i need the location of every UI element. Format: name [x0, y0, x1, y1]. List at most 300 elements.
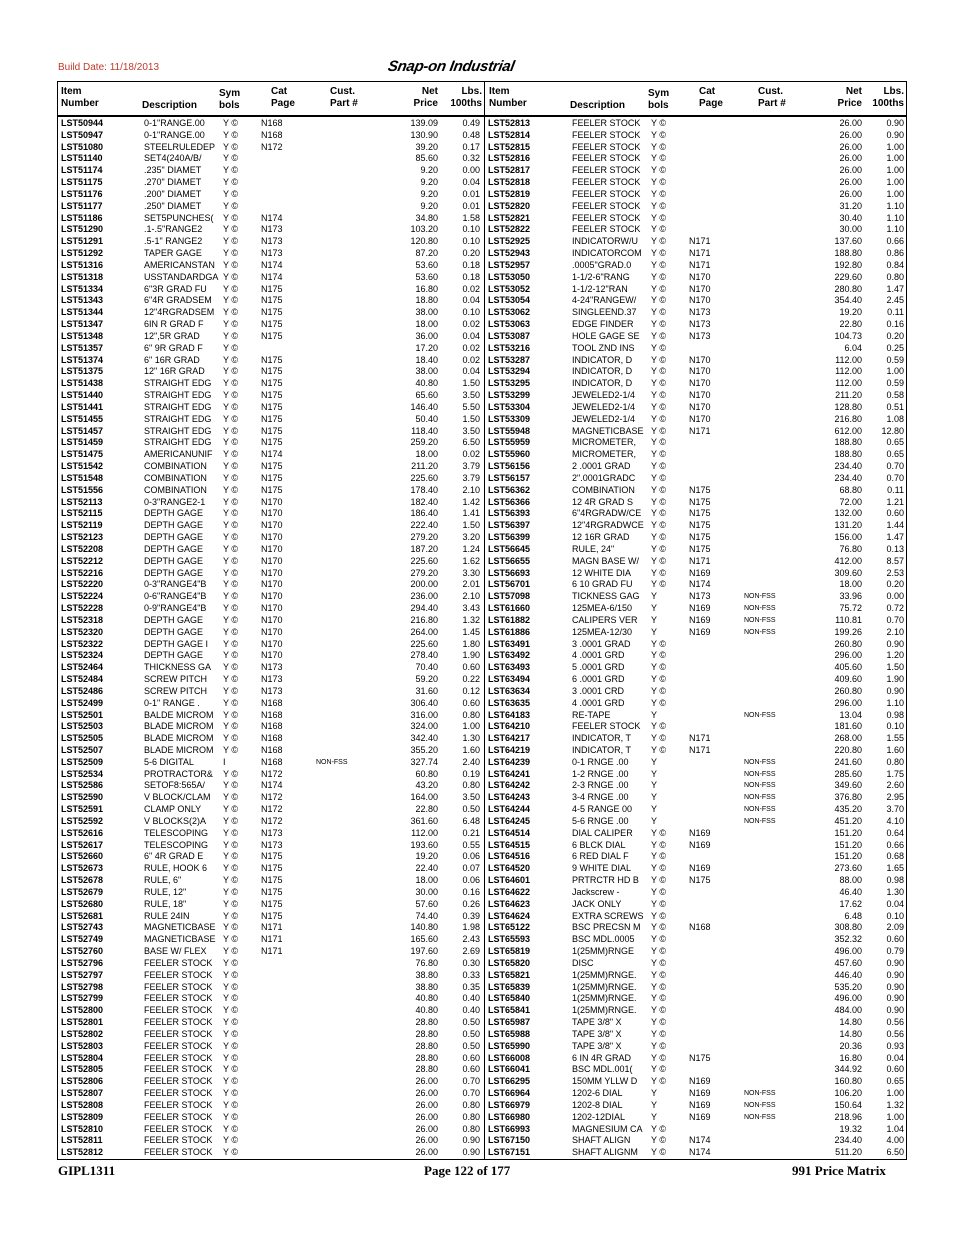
symbols: Y © — [223, 236, 238, 247]
net-price: 106.20 — [834, 1088, 862, 1099]
item-number: LST52592 — [61, 815, 104, 826]
symbols: Y © — [223, 484, 238, 495]
catalog-page: N175 — [689, 532, 711, 543]
description: 3 .0001 CRD — [572, 685, 625, 696]
weight: 1.50 — [462, 378, 480, 389]
header-description: Description — [142, 100, 198, 111]
catalog-page: N175 — [261, 461, 283, 472]
item-number: LST64516 — [488, 851, 531, 862]
description: 6" 4R GRAD E — [144, 851, 204, 862]
symbols: Y © — [651, 520, 666, 531]
symbols: Y © — [651, 141, 666, 152]
symbols: Y © — [223, 472, 238, 483]
symbols: Y © — [651, 259, 666, 270]
symbols: Y © — [651, 236, 666, 247]
symbols: Y © — [223, 401, 238, 412]
symbols: Y © — [651, 1052, 666, 1063]
net-price: 151.20 — [834, 851, 862, 862]
item-number: LST51291 — [61, 236, 104, 247]
symbols: Y © — [223, 709, 238, 720]
table-row — [0, 579, 960, 591]
item-number: LST52815 — [488, 141, 531, 152]
catalog-page: N171 — [261, 934, 283, 945]
table-row — [0, 733, 960, 745]
net-price: 211.20 — [835, 390, 862, 401]
item-number: LST61886 — [488, 626, 531, 637]
weight: 0.90 — [886, 638, 904, 649]
symbols: Y © — [223, 780, 238, 791]
item-number: LST52801 — [61, 1017, 104, 1028]
weight: 0.02 — [462, 319, 480, 330]
net-price: 34.80 — [415, 212, 438, 223]
weight: 1.00 — [886, 165, 904, 176]
net-price: 112.00 — [835, 366, 862, 377]
header-cust-part: Cust. Part # — [330, 86, 358, 109]
weight: 1.00 — [886, 1111, 904, 1122]
weight: 0.21 — [462, 827, 480, 838]
weight: 0.90 — [886, 981, 904, 992]
description: AMERICANUNIF — [144, 449, 213, 460]
item-number: LST51316 — [61, 259, 104, 270]
weight: 0.11 — [887, 307, 904, 318]
item-number: LST52957 — [488, 259, 531, 270]
customer-part: NON-FSS — [744, 593, 776, 601]
net-price: 28.80 — [415, 1040, 438, 1051]
weight: 0.72 — [886, 603, 904, 614]
net-price: 40.80 — [415, 378, 438, 389]
symbols: Y © — [651, 567, 666, 578]
description: BLADE MICROM — [144, 744, 214, 755]
item-number: LST51177 — [61, 200, 103, 211]
customer-part: NON-FSS — [744, 770, 776, 778]
table-row — [0, 993, 960, 1005]
symbols: Y © — [223, 1028, 238, 1039]
table-row — [0, 804, 960, 816]
weight: 0.80 — [462, 1123, 480, 1134]
symbols: Y © — [223, 626, 238, 637]
symbols: Y © — [223, 1064, 238, 1075]
weight: 0.19 — [462, 768, 480, 779]
description: 1(25MM)RNGE. — [572, 981, 637, 992]
net-price: 139.09 — [410, 118, 438, 128]
catalog-page: N175 — [261, 851, 283, 862]
catalog-page: N170 — [261, 520, 283, 531]
weight: 0.10 — [886, 721, 904, 732]
symbols: Y © — [223, 508, 238, 519]
net-price: 18.00 — [415, 875, 438, 886]
catalog-page: N173 — [261, 248, 283, 259]
item-number: LST52324 — [61, 650, 104, 661]
item-number: LST64624 — [488, 910, 531, 921]
net-price: 280.80 — [834, 283, 862, 294]
weight: 3.50 — [462, 792, 480, 803]
table-row — [0, 1076, 960, 1088]
symbols: Y © — [223, 449, 238, 460]
symbols: Y © — [223, 733, 238, 744]
net-price: 28.80 — [415, 1064, 438, 1075]
item-number: LST64622 — [488, 886, 531, 897]
table-row — [0, 710, 960, 722]
catalog-page: N175 — [261, 354, 283, 365]
net-price: 53.60 — [415, 259, 438, 270]
catalog-page: N169 — [689, 567, 711, 578]
symbols: Y © — [651, 295, 666, 306]
net-price: 279.20 — [410, 532, 438, 543]
net-price: 146.40 — [410, 401, 438, 412]
net-price: 308.80 — [834, 922, 862, 933]
net-price: 278.40 — [410, 650, 438, 661]
table-row — [0, 130, 960, 142]
item-number: LST65821 — [488, 969, 531, 980]
item-number: LST53063 — [488, 319, 531, 330]
catalog-page: N173 — [689, 319, 711, 330]
item-number: LST64239 — [488, 756, 531, 767]
weight: 1.50 — [462, 413, 480, 424]
net-price: 18.00 — [415, 319, 438, 330]
net-price: 151.20 — [834, 839, 862, 850]
description: FEELER STOCK — [144, 1005, 213, 1016]
net-price: 85.60 — [415, 153, 438, 164]
item-number: LST52749 — [61, 934, 104, 945]
description: BLADE MICROM — [144, 733, 214, 744]
net-price: 220.80 — [834, 744, 862, 755]
weight: 0.60 — [886, 934, 904, 945]
symbols: Y © — [651, 342, 666, 353]
symbols: Y — [651, 815, 658, 826]
catalog-page: N170 — [689, 378, 711, 389]
description: 125MEA-12/30 — [572, 626, 633, 637]
catalog-page: N174 — [689, 1147, 711, 1158]
catalog-page: N172 — [261, 141, 283, 152]
weight: 0.90 — [886, 1005, 904, 1016]
description: AMERICANSTAN — [144, 259, 215, 270]
net-price: 28.80 — [415, 1028, 438, 1039]
description: 6"4R GRADSEM — [144, 295, 212, 306]
item-number: LST55948 — [488, 425, 531, 436]
catalog-page: N174 — [261, 449, 283, 460]
symbols: Y © — [223, 579, 238, 590]
net-price: 18.00 — [415, 449, 438, 460]
weight: 1.30 — [462, 733, 480, 744]
description: FEELER STOCK — [144, 993, 213, 1004]
customer-part: NON-FSS — [744, 616, 776, 624]
weight: 1.00 — [462, 721, 480, 732]
weight: 0.86 — [886, 248, 904, 259]
item-number: LST51475 — [61, 449, 104, 460]
net-price: 26.00 — [415, 1088, 438, 1099]
catalog-page: N175 — [261, 401, 283, 412]
weight: 0.20 — [886, 330, 904, 341]
item-number: LST53054 — [488, 295, 531, 306]
symbols: Y © — [651, 118, 666, 128]
net-price: 484.00 — [834, 1005, 862, 1016]
net-price: 182.40 — [410, 496, 438, 507]
net-price: 60.80 — [415, 768, 438, 779]
description: FEELER STOCK — [144, 1040, 213, 1051]
table-row — [0, 508, 960, 520]
item-number: LST51347 — [61, 319, 104, 330]
symbols: Y © — [223, 425, 238, 436]
item-number: LST64520 — [488, 863, 531, 874]
item-number: LST66964 — [488, 1088, 531, 1099]
net-price: 40.80 — [415, 993, 438, 1004]
net-price: 76.80 — [415, 957, 438, 968]
net-price: 316.00 — [410, 709, 438, 720]
table-row — [0, 355, 960, 367]
weight: 0.11 — [887, 484, 904, 495]
table-row — [0, 639, 960, 651]
symbols: Y © — [223, 1135, 238, 1146]
weight: 0.90 — [886, 118, 904, 128]
item-number: LST52805 — [61, 1064, 104, 1075]
description: FEELER STOCK — [144, 1147, 213, 1158]
net-price: 225.60 — [410, 555, 438, 566]
symbols: Y © — [651, 212, 666, 223]
weight: 0.65 — [886, 437, 904, 448]
table-row — [0, 745, 960, 757]
catalog-page: N170 — [689, 401, 711, 412]
table-row — [0, 284, 960, 296]
item-number: LST52809 — [61, 1111, 104, 1122]
item-number: LST53216 — [488, 342, 531, 353]
weight: 0.35 — [462, 981, 480, 992]
catalog-page: N170 — [261, 591, 283, 602]
symbols: I — [223, 756, 226, 767]
catalog-page: N170 — [689, 366, 711, 377]
description: INDICATORW/U — [572, 236, 639, 247]
symbols: Y © — [651, 390, 666, 401]
net-price: 234.40 — [834, 472, 862, 483]
description: RULE, HOOK 6 — [144, 863, 208, 874]
weight: 0.90 — [886, 993, 904, 1004]
weight: 1.30 — [886, 886, 904, 897]
weight: 4.00 — [886, 1135, 904, 1146]
net-price: 225.60 — [410, 638, 438, 649]
symbols: Y © — [651, 662, 666, 673]
catalog-page: N175 — [261, 390, 283, 401]
item-number: LST65122 — [488, 922, 531, 933]
description: 125MEA-6/150 — [572, 603, 633, 614]
weight: 0.80 — [462, 1111, 480, 1122]
item-number: LST64623 — [488, 898, 531, 909]
table-row — [0, 1124, 960, 1136]
customer-part: NON-FSS — [744, 758, 776, 766]
description: 1202-12DIAL — [572, 1111, 626, 1122]
weight: 0.00 — [886, 591, 904, 602]
description: 1-1/2-6"RANG — [572, 271, 630, 282]
catalog-page: N169 — [689, 1111, 711, 1122]
symbols: Y © — [651, 366, 666, 377]
item-number: LST52799 — [61, 993, 104, 1004]
item-number: LST52814 — [488, 129, 531, 140]
description: FEELER STOCK — [144, 1088, 213, 1099]
item-number: LST52678 — [61, 875, 104, 886]
description: STRAIGHT EDG — [144, 413, 212, 424]
weight: 0.02 — [462, 449, 480, 460]
description: 12"4RGRADSEM — [144, 307, 215, 318]
item-number: LST52507 — [61, 744, 104, 755]
catalog-page: N175 — [261, 319, 283, 330]
symbols: Y © — [223, 413, 238, 424]
item-number: LST67150 — [488, 1135, 531, 1146]
description: FEELER STOCK — [572, 721, 641, 732]
net-price: 46.40 — [839, 886, 862, 897]
customer-part: NON-FSS — [744, 817, 776, 825]
weight: 1.45 — [462, 626, 480, 637]
description: 4-5 RANGE 00 — [572, 804, 633, 815]
description: COMBINATION — [572, 484, 635, 495]
table-row — [0, 236, 960, 248]
item-number: LST52115 — [61, 508, 103, 519]
catalog-page: N168 — [261, 118, 283, 128]
description: 6IN R GRAD F — [144, 319, 204, 330]
net-price: 451.20 — [834, 815, 862, 826]
table-row — [0, 343, 960, 355]
item-number: LST64243 — [488, 792, 531, 803]
symbols: Y © — [223, 898, 238, 909]
description: HOLE GAGE SE — [572, 330, 640, 341]
catalog-page: N170 — [261, 555, 283, 566]
weight: 2.43 — [462, 934, 480, 945]
table-row — [0, 769, 960, 781]
item-number: LST51441 — [61, 401, 104, 412]
description: FEELER STOCK — [572, 224, 641, 235]
symbols: Y © — [223, 1088, 238, 1099]
weight: 0.20 — [886, 579, 904, 590]
table-row — [0, 248, 960, 260]
description: .1-.5"RANGE2 — [144, 224, 203, 235]
description: 6 10 GRAD FU — [572, 579, 633, 590]
weight: 0.70 — [886, 614, 904, 625]
header-cat-page: Cat Page — [699, 86, 723, 109]
symbols: Y © — [223, 532, 238, 543]
net-price: 26.00 — [839, 141, 862, 152]
item-number: LST51455 — [61, 413, 104, 424]
symbols: Y © — [223, 815, 238, 826]
item-number: LST52798 — [61, 981, 104, 992]
net-price: 186.40 — [410, 508, 438, 519]
description: DEPTH GAGE I — [144, 638, 209, 649]
symbols: Y © — [651, 827, 666, 838]
item-number: LST51375 — [61, 366, 104, 377]
weight: 0.56 — [886, 1028, 904, 1039]
net-price: 612.00 — [834, 425, 862, 436]
item-number: LST52810 — [61, 1123, 104, 1134]
symbols: Y © — [223, 1123, 238, 1134]
net-price: 14.80 — [839, 1028, 862, 1039]
description: 5-6 RNGE .00 — [572, 815, 629, 826]
table-row — [0, 922, 960, 934]
customer-part: NON-FSS — [744, 806, 776, 814]
item-number: LST66979 — [488, 1099, 531, 1110]
net-price: 131.20 — [834, 520, 862, 531]
catalog-page: N170 — [261, 614, 283, 625]
item-number: LST52802 — [61, 1028, 104, 1039]
net-price: 294.40 — [410, 603, 438, 614]
net-price: 74.40 — [415, 910, 438, 921]
description: TOOL ZND INS — [572, 342, 635, 353]
table-row — [0, 1100, 960, 1112]
header-cat-page: Cat Page — [271, 86, 295, 109]
symbols: Y © — [651, 354, 666, 365]
net-price: 26.00 — [839, 129, 862, 140]
weight: 3.79 — [462, 472, 480, 483]
weight: 0.90 — [886, 957, 904, 968]
description: TAPER GAGE — [144, 248, 202, 259]
item-number: LST53087 — [488, 330, 531, 341]
table-row — [0, 414, 960, 426]
description: FEELER STOCK — [144, 1099, 213, 1110]
symbols: Y © — [651, 981, 666, 992]
weight: 2.40 — [462, 756, 480, 767]
weight: 0.60 — [886, 1064, 904, 1075]
weight: 0.50 — [462, 1040, 480, 1051]
net-price: 376.80 — [834, 792, 862, 803]
weight: 0.70 — [462, 1076, 480, 1087]
net-price: 17.62 — [839, 898, 862, 909]
table-row — [0, 437, 960, 449]
catalog-page: N175 — [689, 543, 711, 554]
table-row — [0, 568, 960, 580]
item-number: LST64241 — [488, 768, 531, 779]
net-price: 26.00 — [415, 1147, 438, 1158]
item-number: LST63493 — [488, 662, 531, 673]
symbols: Y © — [223, 224, 238, 235]
description: STRAIGHT EDG — [144, 401, 212, 412]
weight: 2.60 — [886, 780, 904, 791]
item-number: LST51459 — [61, 437, 104, 448]
item-number: LST56156 — [488, 461, 531, 472]
item-number: LST52821 — [488, 212, 531, 223]
item-number: LST52680 — [61, 898, 104, 909]
description: 1-1/2-12"RAN — [572, 283, 628, 294]
brand-logo: Snap-on Industrial — [386, 58, 516, 75]
catalog-page: N168 — [261, 709, 283, 720]
net-price: 19.20 — [839, 307, 862, 318]
customer-part: NON-FSS — [744, 711, 776, 719]
item-number: LST52681 — [61, 910, 104, 921]
catalog-page: N171 — [689, 425, 711, 436]
net-price: 457.60 — [834, 957, 862, 968]
weight: 0.84 — [886, 259, 904, 270]
description: FEELER STOCK — [144, 1111, 213, 1122]
description: INDICATOR, D — [572, 366, 633, 377]
description: MICROMETER, — [572, 437, 636, 448]
weight: 1.10 — [886, 224, 904, 235]
description: 0-1"RANGE.00 — [144, 118, 205, 128]
weight: 0.90 — [462, 1135, 480, 1146]
weight: 0.50 — [462, 1028, 480, 1039]
weight: 1.62 — [462, 555, 480, 566]
description: RULE, 18" — [144, 898, 187, 909]
description: 12 WHITE DIA — [572, 567, 632, 578]
description: 1(25MM)RNGE — [572, 946, 635, 957]
net-price: 355.20 — [410, 744, 438, 755]
weight: 0.20 — [462, 248, 480, 259]
catalog-page: N174 — [261, 271, 283, 282]
item-number: LST52812 — [61, 1147, 104, 1158]
symbols: Y © — [223, 1076, 238, 1087]
table-row — [0, 485, 960, 497]
net-price: 260.80 — [834, 638, 862, 649]
weight: 0.51 — [886, 401, 904, 412]
description: DEPTH GAGE — [144, 626, 204, 637]
weight: 0.39 — [462, 910, 480, 921]
symbols: Y © — [651, 1005, 666, 1016]
description: 5 .0001 GRD — [572, 662, 625, 673]
description: THICKNESS GA — [144, 662, 212, 673]
description: RULE, 6" — [144, 875, 182, 886]
